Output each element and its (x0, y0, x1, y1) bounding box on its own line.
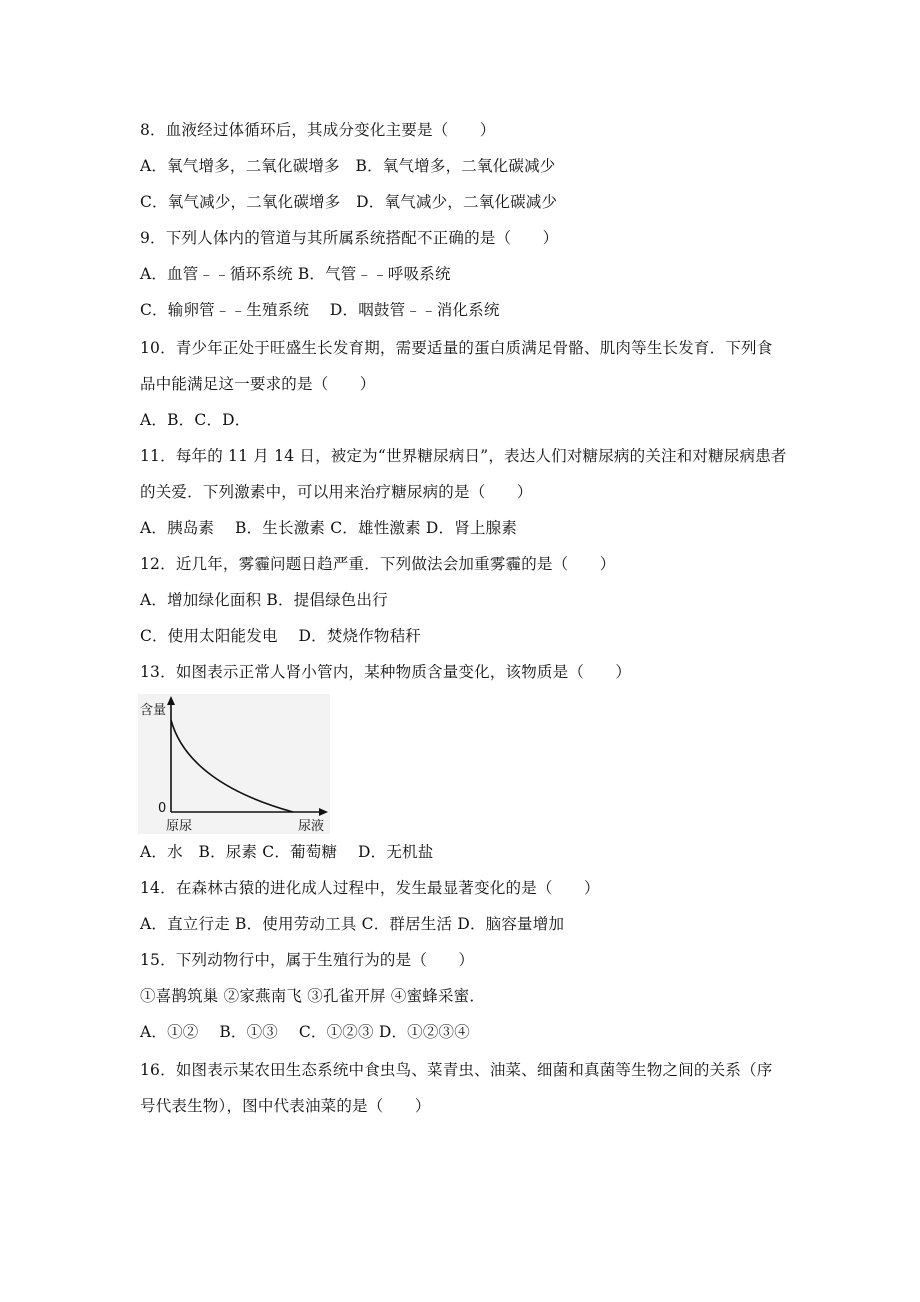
x-start-label: 原尿 (166, 819, 193, 834)
question-11-stem-line2: 的关爱．下列激素中，可以用来治疗糖尿病的是（ ） (140, 483, 533, 501)
question-8-stem: 8．血液经过体循环后，其成分变化主要是（ ） (140, 121, 496, 139)
question-12-options-cd: C．使用太阳能发电 D．焚烧作物秸秆 (140, 627, 422, 645)
question-12-stem: 12．近几年，雾霾问题日趋严重．下列做法会加重雾霾的是（ ） (140, 555, 616, 573)
question-12-options-ab: A．增加绿化面积 B．提倡绿色出行 (140, 591, 388, 609)
question-15-options: A．①② B．①③ C．①②③ D．①②③④ (140, 1023, 470, 1041)
x-axis-arrow-icon (319, 808, 328, 816)
y-axis-arrow-icon (167, 696, 175, 705)
y-axis-label: 含量 (140, 703, 167, 718)
question-13-options: A．水 B．尿素 C．葡萄糖 D．无机盐 (140, 843, 434, 861)
question-10-options: A．B．C．D． (140, 411, 251, 429)
question-16-stem-line1: 16．如图表示某农田生态系统中食虫鸟、菜青虫、油菜、细菌和真菌等生物之间的关系（序 (140, 1061, 773, 1079)
question-14-options: A．直立行走 B．使用劳动工具 C．群居生活 D．脑容量增加 (140, 915, 565, 933)
question-9-options-cd: C．输卵管﹣﹣生殖系统 D．咽鼓管﹣﹣消化系统 (140, 301, 500, 319)
question-11-stem-line1: 11．每年的 11 月 14 日，被定为“世界糖尿病日”，表达人们对糖尿病的关注和对糖尿病患者 (140, 447, 787, 465)
question-8-options-cd: C．氧气减少，二氧化碳增多 D．氧气减少，二氧化碳减少 (140, 193, 558, 211)
question-13-stem: 13．如图表示正常人肾小管内，某种物质含量变化，该物质是（ ） (140, 663, 632, 681)
question-9-stem: 9．下列人体内的管道与其所属系统搭配不正确的是（ ） (140, 229, 559, 247)
x-end-label: 尿液 (298, 819, 325, 834)
question-9-options-ab: A．血管﹣﹣循环系统 B．气管﹣﹣呼吸系统 (140, 265, 451, 283)
question-15-items: ①喜鹊筑巢 ②家燕南飞 ③孔雀开屏 ④蜜蜂采蜜． (140, 987, 486, 1005)
question-14-stem: 14．在森林古猿的进化成人过程中，发生最显著变化的是（ ） (140, 879, 600, 897)
question-10-stem-line2: 品中能满足这一要求的是（ ） (140, 375, 376, 393)
question-8-options-ab: A．氧气增多，二氧化碳增多 B．氧气增多，二氧化碳减少 (140, 157, 556, 175)
content-curve (171, 720, 293, 812)
question-15-stem: 15．下列动物行中，属于生殖行为的是（ ） (140, 951, 475, 969)
origin-label: 0 (158, 801, 167, 816)
question-13-figure (138, 694, 330, 834)
question-16-stem-line2: 号代表生物），图中代表油菜的是（ ） (140, 1097, 431, 1115)
question-11-options: A．胰岛素 B．生长激素 C．雄性激素 D．肾上腺素 (140, 519, 518, 537)
question-10-stem-line1: 10．青少年正处于旺盛生长发育期，需要适量的蛋白质满足骨骼、肌肉等生长发育．下列食 (140, 339, 773, 357)
